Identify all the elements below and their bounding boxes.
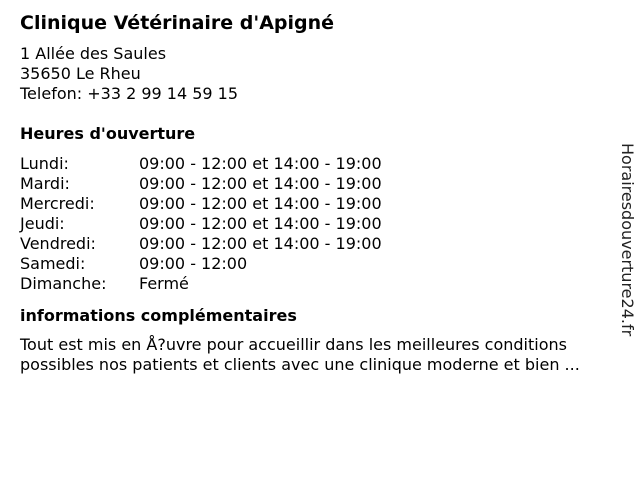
day-label: Jeudi: — [20, 214, 65, 233]
day-label: Dimanche: — [20, 274, 107, 293]
info-line: Tout est mis en Å?uvre pour accueillir dans les meilleures conditions — [20, 335, 567, 354]
opening-hours-table — [20, 154, 620, 294]
clinic-name: Clinique Vétérinaire d'Apigné — [20, 12, 335, 34]
hours-row-thursday — [20, 214, 620, 234]
hours-row-friday — [20, 234, 620, 254]
day-label: Mercredi: — [20, 194, 95, 213]
day-hours: 09:00 - 12:00 et 14:00 - 19:00 — [139, 234, 382, 253]
watermark-text: Horairesdouverture24.fr — [618, 143, 637, 337]
clinic-card — [20, 10, 620, 375]
additional-info-text — [20, 335, 620, 375]
hours-row-saturday — [20, 254, 620, 274]
day-label: Mardi: — [20, 174, 70, 193]
day-hours: Fermé — [139, 274, 189, 293]
address-street: 1 Allée des Saules — [20, 44, 167, 63]
day-hours: 09:00 - 12:00 et 14:00 - 19:00 — [139, 194, 382, 213]
day-hours: 09:00 - 12:00 et 14:00 - 19:00 — [139, 154, 382, 173]
address-phone: Telefon: +33 2 99 14 59 15 — [20, 84, 239, 103]
info-line: possibles nos patients et clients avec une clinique moderne et bien ... — [20, 355, 580, 374]
site-watermark — [612, 134, 640, 346]
day-label: Vendredi: — [20, 234, 96, 253]
clinic-address — [20, 44, 620, 104]
day-hours: 09:00 - 12:00 et 14:00 - 19:00 — [139, 214, 382, 233]
hours-row-sunday — [20, 274, 620, 294]
day-hours: 09:00 - 12:00 — [139, 254, 248, 273]
additional-info-heading: informations complémentaires — [20, 306, 297, 325]
day-label: Samedi: — [20, 254, 86, 273]
hours-row-wednesday — [20, 194, 620, 214]
hours-row-tuesday — [20, 174, 620, 194]
opening-hours-heading: Heures d'ouverture — [20, 124, 196, 143]
address-city: 35650 Le Rheu — [20, 64, 141, 83]
day-label: Lundi: — [20, 154, 69, 173]
hours-row-monday — [20, 154, 620, 174]
day-hours: 09:00 - 12:00 et 14:00 - 19:00 — [139, 174, 382, 193]
